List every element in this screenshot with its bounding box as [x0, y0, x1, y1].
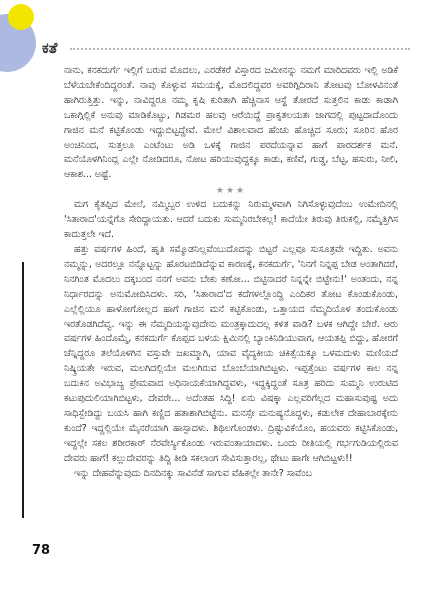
paragraph: ಹತ್ತು ವರ್ಷಗಳ ಹಿಂದೆ, ಹೃತಿ ಸಮ್ಮೊಡನಿಲ್ಲವೆಂಬುದೊದನ್ನು ಬಿಟ್ಟರೆ ಎಲ್ಲವೂ ಸುಸೂತ್ರವೇ ಇದ್ದಿತು. ಅವನು ನಮ್ಮನ್ನು, ಅದರಲ್ಲೂ ನನ್ನೊಟ್ಟನ್ನು ಹೊರಟಬಿಡಿದೆನ್ನುವ ಕಾರಣಕ್ಕೆ, ಕನಕದುರ್ಗೆ, 'ನಿನಗೆ ನಿನ್ನಪ್ಪ ಬೇಡ ಅಂತಾಗಿದರೆ, ನಿನಗಿಂತ ಮೊದಲು ದಕ್ಕಬಂದ ನನಗೆ ಅವನು ಬೇಕು ಕಣೋ... ಬಿಟ್ಟಿನಾದರೆ ನಿನ್ನನ್ನೇ ಬಿಟ್ಟೇನು!' ಅಂತಂದು, ನನ್ನ ನಿರ್ಧಾರದನ್ನು ಅನುಮೋದಿಸಿದಳು. ಸರಿ, 'ಸಿತಾರಾದ'ದ ಕದೆಗಳಲ್ಲೊಂದ್ದಿ ಎಂದಿಕರ ತೋಟ ಕೊಂಡುಕೊಂಡು, ಎಲ್ಲೆಲ್ಲಿಯೂ ಹಾಳೋಗೋಲ್ಲದ ಹಾಗೆ ಗಾಜಿನ ಮನೆ ಕಟ್ಟಿಕೊಂಡು, ಒತ್ತಾಯದ ನೆಮ್ಮದಿಯೊಳ ತಂದುಕೊಂಡು ಇರತೊಡಗಿದೆವ್ವ. ಇನ್ನು ಈ ನೆಮ್ಮದಿಯನ್ನುವುದೇನು ಮಂತ್ರಕ್ಕಾದುದಲ್ಲ ಕಳಿತ ವಾಡಿ? ಬಳಕ ಆಗಿದ್ದೇ ಬೇರೆ. ಆರು ವರ್ಷಗಳ ಹಿಂದೊಮ್ಮೆ, ಕನಕದುರ್ಗೆ ಕೊಪ್ಪದ ಬಳಯ ಕ್ಷಿಮಿನಲ್ಲಿ ಬ್ಯಾಂಕಿನಿಡಿಯುವಾಗ, ಆಯತಪ್ಪಿ ಬಿದ್ದು, ಹೋರಗೆ ಚೆನ್ನಿದ್ದರೂ ತಲೆಯೊಳಗಿನ ವಸ್ತುವೇ ಜಖಮ್ಮಾಗಿ, ಯಾವ ವೈದ್ಯಕೀಯ ಚಿಕಿತ್ಸೆಯಕ್ಕೂ ಒಳಮದುಳು ಮಣಿಯದೆ ನಿಷ್ಕ್ರಿಯತೇ ಇರುವ, ಮಲಗಿದಲ್ಲಿಯೇ ಮಲಗಿರುವ ಬೊಂಬೆಯಾಗಿಬಿಟ್ಟಳು. ಇಪ್ಪತ್ತೆಂಟು ವರ್ಷಗಳ ಕಾಲ ನನ್ನ ಬದುಕಿನ ಅವಿಭಾಜ್ಯ ಪ್ರೇಮವಾದ ಅಧಿನಾಯಕೆಯಾಗಿದ್ದವಳು, ಇದ್ದಕ್ಕಿದ್ದಂತೆ ಸೂತ್ರ ಹರಿದು ಸುಮ್ಮನಿ ಉರುಟಿದ ಕಟುಪುದುಲಿಯಾಗಿಬಿಟ್ಟಳು, ದೇವರೇ... ಅದೆಂತಹ ಸಿದ್ಧಿ! ಏನು ವಿಷಕ್ಕಾ ಎಲ್ಲವರಿಗೆಲ್ಲದ ಮಹಾಸುವುಷ್ಟ ಅದು ಸಾಧಿಸ್ಬೇಡಿದ್ದು ಬಯಸಿ ಹಾಗಿ ಕಣ್ಣಿದ ಹತಾಶಾಗಿಬಿಟ್ಟೆನು. ಮನಸ್ಸೇ ಮನುಷ್ಯನೊದ್ದಳು, ಕಡುಲೇಕ ದೇಹಾಬಾರಕ್ಕೇನು ಕುಂದೆ? ಇದ್ದಲ್ಲಿಯೇ ಮೈನರೆಯಾಗಿ ಹಾಸ್ಪಾದಳು. ಶಿಥಿಲಗೊಂಡಳು. ದ್ರಿಷ್ಟುವಿಕೆಯೊಂ, ಹಯವರು ಕಟ್ಟಿಸಿಕೊಂಡು, ಇದ್ದಲ್ಲೇ ಸಕಲ ಶರೀರಕಾರ್ ನೆರವೇರ್ಸ್ಯಿಕೊಂಡು ಇರುವಂತಾಯಾದಳು. ಒಂದು ರೀತಿಯಲ್ಲಿ ಗರ್ಭಗುಡಿಯಲ್ಲಿರುವ ದೇವರು ಹಾಗೆ! ಕಲ್ಲುದೇವರನ್ನು ತಿದ್ದಿ ತೀಡಿ ಸಕಲಾಂಗ ಸೇವಿಸುತ್ತಾರಲ್ಲ, ಥೇಟು ಹಾಗೇ ಆಗಿಬಿಟ್ಟಳು!!: [64, 243, 398, 464]
header-dotted-rule: [70, 48, 410, 50]
margin-rule: [22, 262, 24, 518]
section-divider: ★★★: [215, 186, 247, 197]
section-title: ಕತೆ: [42, 39, 58, 57]
paragraph: ಇನ್ನು ದೇಹವೆನ್ನುವುದು ದಿನದಿನಕ್ಕು ಸಾವಿನೆಡೆ ಸಾಗುವ ವೆಹಿಕಲ್ಲೇ ತಾನೇ? ಸಾವೆಂಬ: [74, 467, 312, 479]
body-text: [64, 64, 398, 481]
corner-decoration-yellow: [8, 4, 34, 30]
paragraph: ಮಗ ಕೈತಪ್ಪಿದ ಮೇಲೆ, ನಮ್ಮಿಬ್ಬರ ಉಳಿದ ಬದುಕನ್ನು ನಿರುಮ್ಮಳವಾಗಿ ನಿಗಿಸೊಳ್ಳುವುದೆಂಬ ಉಮೇದಿನಲ್ಲಿ 'ಸಿತಾರಾದ'ಯನ್ನೆಗೊ ಸೇರಿದ್ದಾಯತು. ಆದರೆ ಬದುಕು ಸುಮ್ಮನಿರಬೇಕಲ್ಲ! ಕಾದೆಯೇ ತಿರುವು ತಿರುಕಲ್ಲಿ, ನಮ್ಮೆತ್ತಿಗಿಸ ಕಾದುತ್ತಲೇ ಇದೆ.: [64, 199, 398, 241]
paragraph: ನಾನು, ಕನಕದುರ್ಗೆ ಇಲ್ಲಿಗೆ ಬರುವ ಮೊದಲು, ಎರಡೆಕರೆ ವಿಸ್ತಾರದ ಜಮೀನನ್ನು ನಮಗೆ ಮಾರಿದವರು ಇಲ್ಲಿ ಅಡಿಕೆ ಬೆಳೆಯಬೇಕೆಂದಿದ್ದರಂತೆ. ನಾವು ಕೊಳ್ಳುವ ಸಮಯಕ್ಕೆ, ಮೊದಲಿದ್ದವರ ಅವರಿಗ್ಗಿದಿರಾನಿ ತೋಟವು ಬೋಳವಿನಂತೆ ಹಾಗಿರುತ್ತಿತ್ತು. ಇನ್ನು, ನಾವಿದ್ದರೂ ನಮ್ಮ ಕೃಷಿ ಕುರಿತಾಗಿ ಹೆಚ್ಚಿನಾಸ ಆಸ್ಥೆ ತೋರದೆ ಸುತ್ತಲಿನ ಕಾಡು ಕಾಡಾಗಿ ಒಕಾಗ್ಗಿಲ್ಲಿಕೆ ಅನುವು ಮಾಡಿಕೊಟ್ಟು, ಗಿಡಮರ ಹಲವು ಆರೆಯಿದ್ದೆ ಪ್ರಾಕೃತಲಯತಃ ಜಾಗದಲ್ಲಿ ಪುಟ್ಟದಾದೊಂದು ಗಾಜಿನ ಮನೆ ಕಟ್ಟಿಕೊಂಡು ಇದ್ದುಬಿಟ್ಟದ್ದೇವೆ. ಮೇಲೆ ವಿಶಾಲವಾದ ಹೆಂಚು ಹೊಚ್ಚಿದ ಸೂರು; ಸೂರಿನ ಹೊರ ಅಂಚಿನಿಂದ, ಸುತ್ತಲೂ ಎಂಟೆಂಟು ಅಡಿ ಒಳಕ್ಕೆ ಗಾಜಿನ ಪರದೆಯನ್ನಾವ ಹಾಗೆ ಪಾರದರ್ಶಕ ಮನೆ. ಮನೆಯೊಳಗಿನಿಂದ್ಲ ಎಲ್ಲೇ ನೋಡಿದರೂ, ನೋಟ ಹರಿಯುವುದ್ದಕ್ಕೂ ಕಾಡು, ಕಣಿವೆ, ಗುಡ್ಡ, ಬೆಟ್ಟ, ಹಸುರು, ನೀಲಿ, ಆಕಾಶ... ಅಷ್ಟೆ.: [64, 65, 398, 181]
page-number: 78: [32, 543, 51, 558]
